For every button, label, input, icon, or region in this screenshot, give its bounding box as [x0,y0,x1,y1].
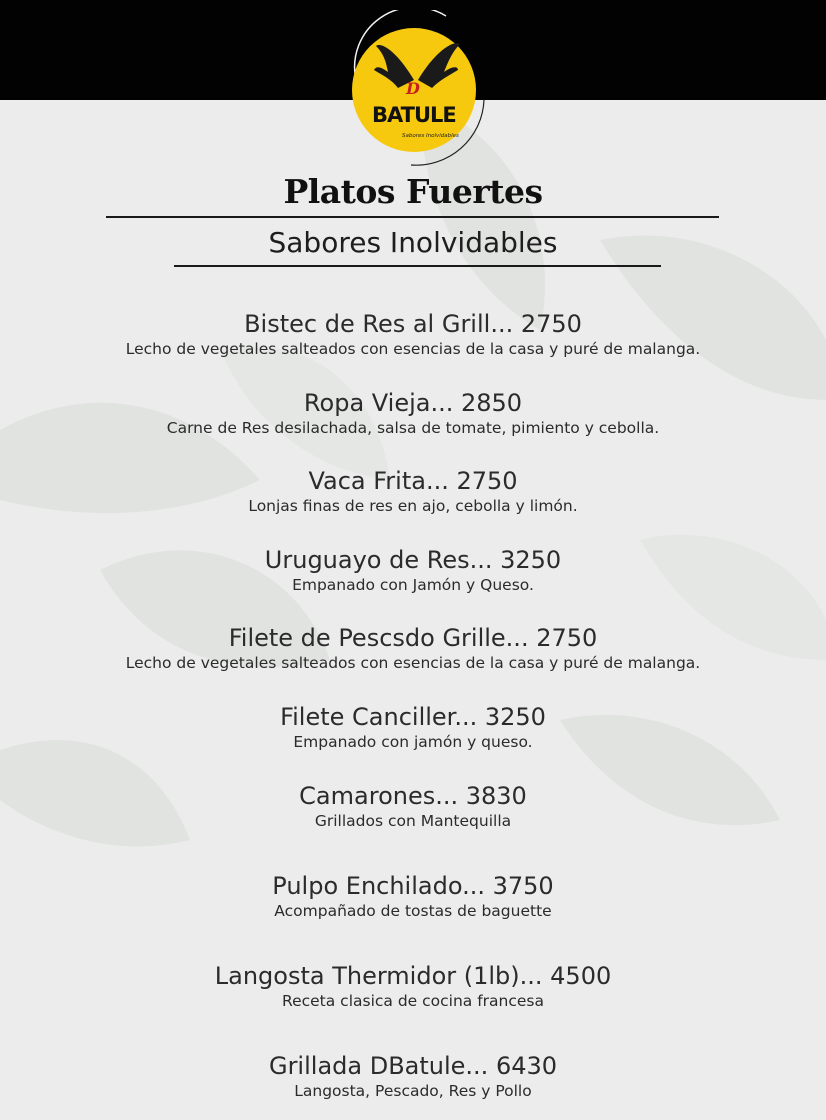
menu-item-name: Ropa Vieja... 2850 [303,389,523,417]
page-subtitle: Sabores Inolvidables [268,226,558,259]
menu-item [0,545,826,595]
menu-item-name: Langosta Thermidor (1lb)... 4500 [214,962,612,990]
menu-item-name: Vaca Frita... 2750 [308,467,518,495]
svg-text:Sabores Inolvidables: Sabores Inolvidables [402,133,459,139]
menu-item-description: Empanado con Jamón y Queso. [292,576,534,594]
svg-text:BATULE: BATULE [372,103,456,127]
menu-item [0,388,826,438]
page-title: Platos Fuertes [283,172,543,211]
brand-logo [336,10,496,170]
menu-item-description: Lecho de vegetales salteados con esencias de la casa y puré de malanga. [125,340,701,358]
menu-item [0,871,826,921]
menu-item-name: Filete de Pescsdo Grille... 2750 [228,624,598,652]
menu-item-description: Empanado con jamón y queso. [293,733,533,751]
menu-item [0,623,826,673]
menu-item-description: Lecho de vegetales salteados con esencias de la casa y puré de malanga. [125,654,701,672]
menu-item [0,466,826,516]
menu-item-name: Filete Canciller... 3250 [280,703,546,731]
menu-item [0,309,826,359]
subtitle-divider [174,265,661,267]
menu-item-name: Uruguayo de Res... 3250 [264,546,562,574]
menu-item-name: Camarones... 3830 [299,782,527,810]
menu-item-description: Receta clasica de cocina francesa [282,992,544,1010]
menu-item [0,961,826,1011]
menu-item-description: Carne de Res desilachada, salsa de tomate, pimiento y cebolla. [166,419,660,437]
menu-item-name: Pulpo Enchilado... 3750 [272,872,554,900]
menu-item-description: Lonjas finas de res en ajo, cebolla y limón. [248,497,578,515]
menu-item-description: Grillados con Mantequilla [314,812,512,830]
title-divider [106,216,719,218]
menu-item-name: Grillada DBatule... 6430 [268,1052,558,1080]
menu-item-name: Bistec de Res al Grill... 2750 [244,310,582,338]
menu-item [0,1051,826,1101]
menu-item-description: Langosta, Pescado, Res y Pollo [294,1082,532,1100]
menu-item [0,781,826,831]
menu-item [0,702,826,752]
svg-text:D: D [406,79,420,98]
menu-item-description: Acompañado de tostas de baguette [274,902,552,920]
